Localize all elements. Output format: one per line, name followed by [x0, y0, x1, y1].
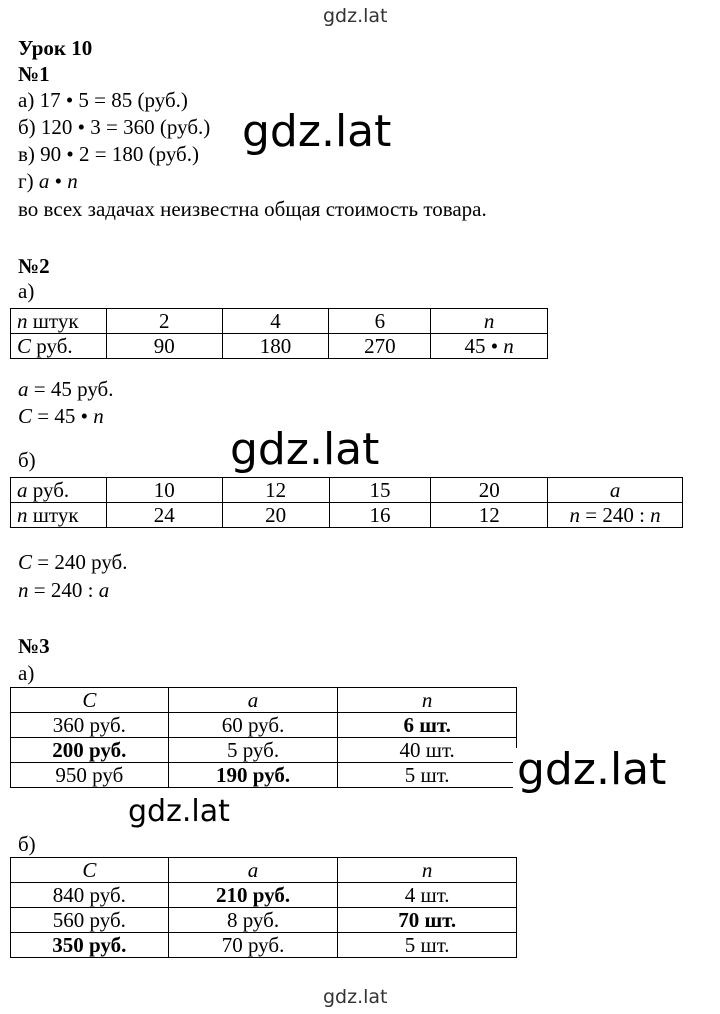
- table-cell: 70 шт.: [338, 908, 517, 933]
- table-row: [11, 309, 548, 334]
- table-cell: 4 шт.: [338, 883, 517, 908]
- table-cell: 8 руб.: [168, 908, 338, 933]
- table-row: [11, 334, 548, 359]
- table-cell: n штук: [11, 503, 107, 528]
- task2-c240-equation: C = 240 руб.: [18, 550, 128, 574]
- table-cell: 45 • n: [431, 334, 548, 359]
- table-cell: 20: [222, 503, 329, 528]
- table-cell: 950 руб: [11, 763, 169, 788]
- table-row: [11, 933, 517, 958]
- task2-a-equation: a = 45 руб.: [18, 377, 114, 401]
- table-cell: 90: [106, 334, 222, 359]
- watermark-big-2: gdz.lat: [226, 428, 383, 472]
- task1-line-a: а) 17 • 5 = 85 (руб.): [18, 88, 188, 112]
- table-row: [11, 883, 517, 908]
- table-cell: 70 руб.: [168, 933, 338, 958]
- table-cell: 5 шт.: [338, 933, 517, 958]
- table-header-row: [11, 688, 517, 713]
- task1-line-g: г) a • n: [18, 169, 78, 193]
- task3-table-b: [10, 857, 517, 958]
- task3-heading: №3: [18, 634, 50, 658]
- table-cell: 360 руб.: [11, 713, 169, 738]
- table-cell: 6: [329, 309, 431, 334]
- watermark-mid: gdz.lat: [124, 797, 236, 827]
- task2-c-equation: C = 45 • n: [18, 404, 104, 428]
- task2-table-a: [10, 308, 548, 359]
- watermark-big-3: gdz.lat: [513, 748, 670, 792]
- table-cell: 10: [106, 478, 222, 503]
- task2-table-b: [10, 477, 683, 528]
- table-cell: 270: [329, 334, 431, 359]
- table-row: [11, 738, 517, 763]
- table-header-cell: a: [168, 688, 338, 713]
- watermark-top: gdz.lat: [323, 5, 388, 27]
- table-header-cell: n: [338, 858, 517, 883]
- table-cell: 5 шт.: [338, 763, 517, 788]
- table-cell: 180: [222, 334, 329, 359]
- task1-conclusion: во всех задачах неизвестна общая стоимость товара.: [18, 197, 487, 221]
- task2-part-a: а): [18, 279, 35, 303]
- table-cell: 15: [329, 478, 431, 503]
- table-cell: 840 руб.: [11, 883, 169, 908]
- lesson-title: Урок 10: [18, 36, 93, 60]
- table-cell: 210 руб.: [168, 883, 338, 908]
- table-cell: n штук: [11, 309, 107, 334]
- table-cell: 560 руб.: [11, 908, 169, 933]
- table-header-cell: C: [11, 688, 169, 713]
- table-header-row: [11, 858, 517, 883]
- table-cell: 24: [106, 503, 222, 528]
- table-cell: 5 руб.: [168, 738, 338, 763]
- task1-line-v: в) 90 • 2 = 180 (руб.): [18, 142, 199, 166]
- table-header-cell: n: [338, 688, 517, 713]
- table-cell: n = 240 : n: [548, 503, 683, 528]
- watermark-big-1: gdz.lat: [238, 110, 395, 154]
- table-cell: 12: [431, 503, 548, 528]
- table-row: [11, 503, 683, 528]
- task3-part-b: б): [18, 832, 36, 856]
- table-cell: 20: [431, 478, 548, 503]
- table-header-cell: C: [11, 858, 169, 883]
- task3-part-a: а): [18, 661, 35, 685]
- table-cell: 16: [329, 503, 431, 528]
- table-cell: 190 руб.: [168, 763, 338, 788]
- table-cell: 6 шт.: [338, 713, 517, 738]
- table-row: [11, 478, 683, 503]
- table-cell: 40 шт.: [338, 738, 517, 763]
- task1-heading: №1: [18, 62, 50, 86]
- table-row: [11, 908, 517, 933]
- table-cell: C руб.: [11, 334, 107, 359]
- table-row: [11, 713, 517, 738]
- table-cell: 2: [106, 309, 222, 334]
- task2-part-b: б): [18, 448, 36, 472]
- table-cell: 200 руб.: [11, 738, 169, 763]
- task2-heading: №2: [18, 254, 50, 278]
- task3-table-a: [10, 687, 517, 788]
- table-cell: 4: [222, 309, 329, 334]
- task2-n-equation: n = 240 : a: [18, 578, 110, 602]
- watermark-bottom: gdz.lat: [323, 986, 388, 1008]
- table-row: [11, 763, 517, 788]
- table-cell: 60 руб.: [168, 713, 338, 738]
- table-cell: 12: [222, 478, 329, 503]
- task1-line-b: б) 120 • 3 = 360 (руб.): [18, 115, 211, 139]
- table-cell: a: [548, 478, 683, 503]
- table-header-cell: a: [168, 858, 338, 883]
- table-cell: 350 руб.: [11, 933, 169, 958]
- table-cell: n: [431, 309, 548, 334]
- table-cell: a руб.: [11, 478, 107, 503]
